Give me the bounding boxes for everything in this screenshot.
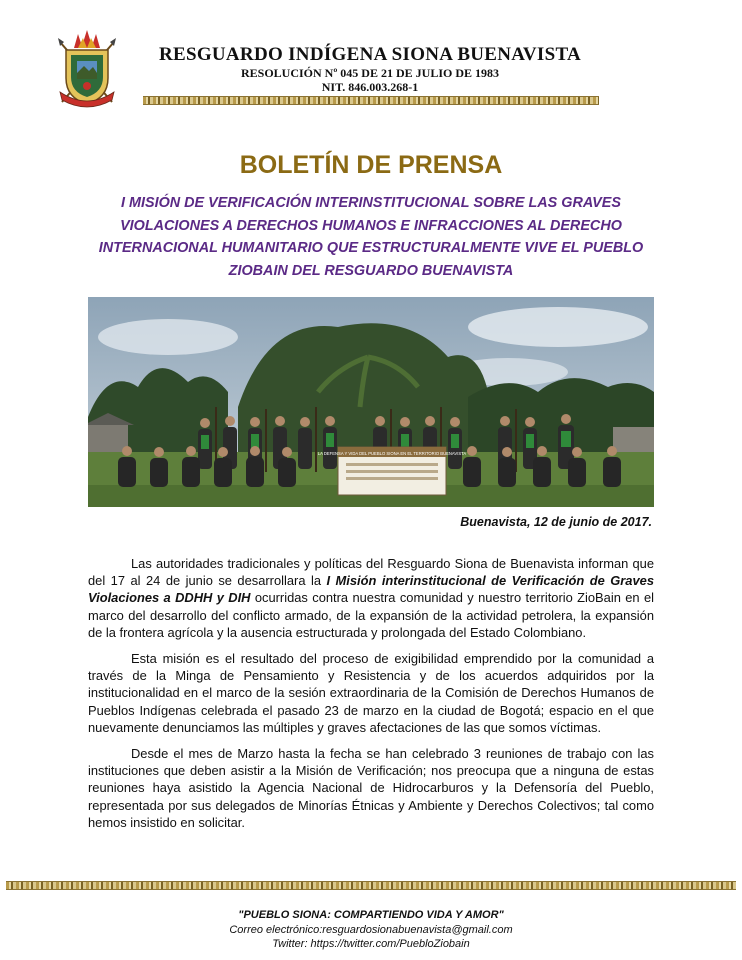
- bulletin-title: BOLETÍN DE PRENSA: [239, 151, 503, 179]
- footer-twitter: Twitter: https://twitter.com/PuebloZiobain: [272, 938, 470, 951]
- press-release-body: [88, 555, 654, 840]
- photo-banner-text: LA DEFENSA Y VIDA DEL PUEBLO SIONA EN EL TERRITORIO BUENAVISTA: [317, 451, 467, 456]
- dateline: Buenavista, 12 de junio de 2017.: [460, 515, 652, 529]
- community-group-photo: [88, 297, 654, 507]
- mission-name-emphasis: I Misión interinstitucional de Verificación de Graves Violaciones a DDHH y DIH: [88, 573, 654, 606]
- footer-motto: "PUEBLO SIONA: COMPARTIENDO VIDA Y AMOR": [238, 909, 504, 921]
- paragraph-1: [88, 555, 654, 641]
- footer-email: Correo electrónico:resguardosionabuenavista@gmail.com: [229, 923, 513, 936]
- paragraph-1-start: Las autoridades tradicionales y políticas del Resguardo Siona de Buenavista informan que del 17 al 24 de junio se desarrollara la: [88, 556, 654, 589]
- decorative-band-top: [143, 96, 599, 105]
- decorative-band-bottom: [6, 881, 736, 890]
- paragraph-1-end: ocurridas contra nuestra comunidad y nuestro territorio ZioBain en el marco del desarrollo del conflicto armado, de la expansión de la actividad petrolera, la expansión de la frontera agrícola y la ausencia estructurada y prolongada del Estado Colombiano.: [88, 590, 654, 640]
- resolution-line: RESOLUCIÓN Nº 045 DE 21 DE JULIO DE 1983: [241, 66, 499, 80]
- paragraph-2: Esta misión es el resultado del proceso de exigibilidad emprendido por la comunidad a través de la Minga de Pensamiento y Resistencia y de los acuerdos adquiridos por la institucionalidad en el marco de la sesión extraordinaria de la Comisión de Derechos Humanos de Pueblos Indígenas celebrada el pasado 23 de marzo en la ciudad de Bogotá; espacio en el que nuevamente denunciamos las múltiples y graves afectaciones de las que somos víctimas.: [88, 651, 654, 735]
- nit-line: NIT. 846.003.268-1: [321, 80, 419, 94]
- bulletin-subtitle: I MISIÓN DE VERIFICACIÓN INTERINSTITUCIONAL SOBRE LAS GRAVES VIOLACIONES A DERECHOS HUMANOS E INFRACCIONES AL DERECHO INTERNACIONAL HUMANITARIO QUE ESTRUCTURALMENTE VIVE EL PUEBLO ZIOBAIN DEL RESGUARDO BUENAVISTA: [98, 195, 644, 279]
- organization-name: RESGUARDO INDÍGENA SIONA BUENAVISTA: [158, 44, 582, 65]
- resguardo-emblem-icon: [54, 28, 120, 108]
- footer: [0, 908, 742, 952]
- paragraph-3: Desde el mes de Marzo hasta la fecha se han celebrado 3 reuniones de trabajo con las instituciones que deben asistir a la Misión de Verificación; nos preocupa que a ninguna de estas reuniones haya asistido la Agencia Nacional de Hidrocarburos y la Defensoría del Pueblo, representada por sus delegados de Minorías Étnicas y Ambiente y Derechos Colectivos; tal como hemos insistido en solicitar.: [88, 746, 654, 830]
